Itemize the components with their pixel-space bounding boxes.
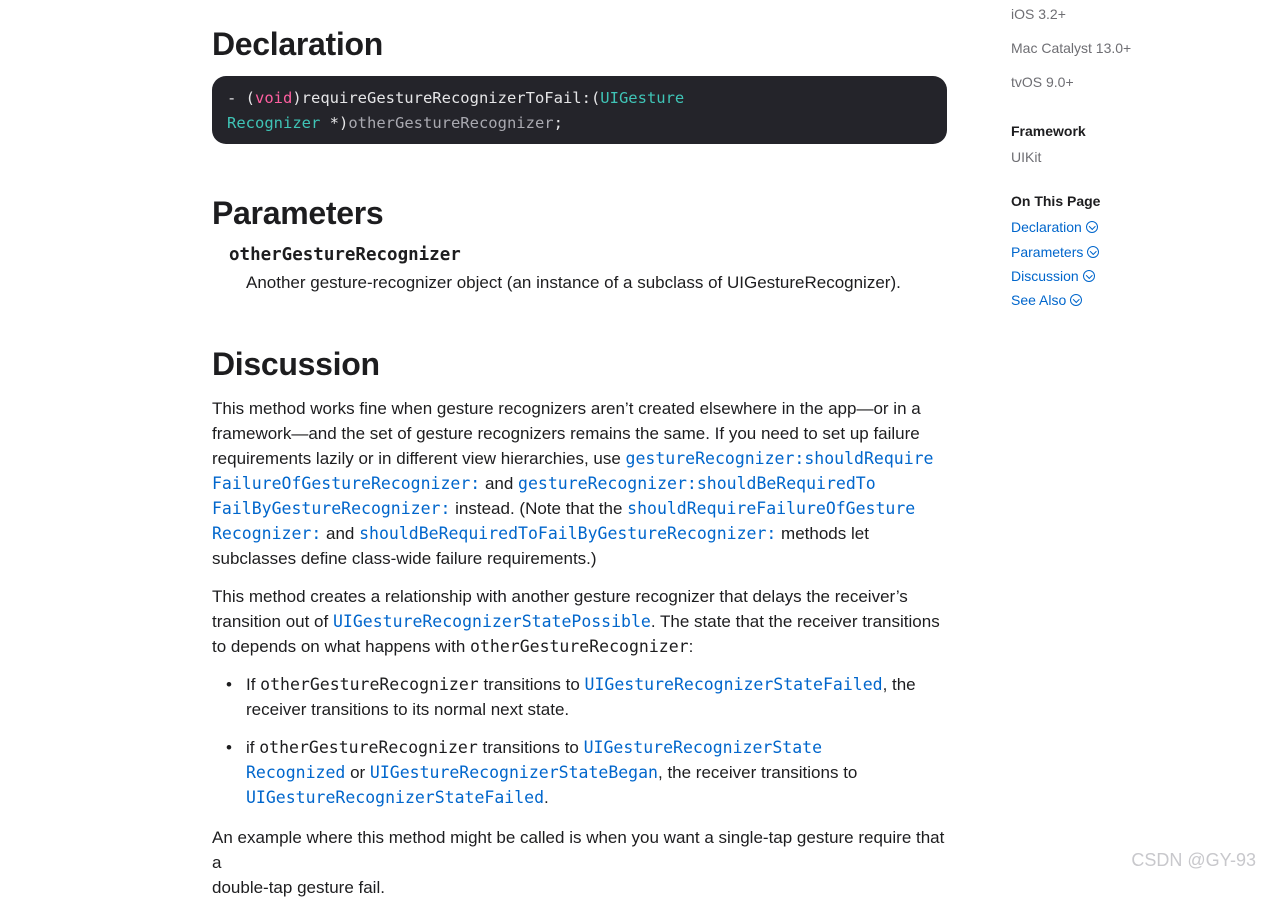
bullet-list bbox=[212, 672, 952, 823]
inline-code: otherGestureRecognizer bbox=[259, 738, 478, 757]
link-subclass-should-be-required[interactable]: shouldBeRequiredToFailByGestureRecognizer: bbox=[359, 524, 777, 543]
link-state-possible[interactable]: UIGestureRecognizerStatePossible bbox=[332, 612, 651, 631]
list-item: • if otherGestureRecognizer transitions to UIGestureRecognizerState Recognized or UIGestureRecognizerStateBegan, the receiver transitions to UIGestureRecognizerStateFailed. bbox=[212, 735, 952, 810]
chevron-down-icon bbox=[1083, 270, 1095, 282]
link-should-require-failure[interactable]: FailureOfGestureRecognizer: bbox=[212, 474, 481, 493]
nav-link-parameters[interactable]: Parameters bbox=[1011, 244, 1099, 260]
nav-link-see-also[interactable]: See Also bbox=[1011, 292, 1082, 308]
declaration-heading: Declaration bbox=[212, 26, 383, 62]
platform-tvos: tvOS 9.0+ bbox=[1011, 74, 1074, 90]
link-state-began[interactable]: UIGestureRecognizerStateBegan bbox=[369, 763, 658, 782]
platform-ios: iOS 3.2+ bbox=[1011, 6, 1066, 22]
inline-code: otherGestureRecognizer bbox=[470, 637, 689, 656]
discussion-paragraph-2: This method creates a relationship with another gesture recognizer that delays the receiver’s transition out of UIGestureRecognizerStatePossible. The state that the receiver transitions to depends on what happens with otherGestureRecognizer: bbox=[212, 587, 940, 656]
link-state-failed[interactable]: UIGestureRecognizerStateFailed bbox=[246, 788, 545, 807]
code-param-name: otherGestureRecognizer bbox=[348, 114, 554, 132]
discussion-paragraph-1: This method works fine when gesture recognizers aren’t created elsewhere in the app—or in a framework—and the set of gesture recognizers remains the same. If you need to set up failure requirements lazily or in different view hierarchies, use gestureRecognizer:shouldRequire FailureOfGestureRecognizer: and gestureRecognizer:shouldBeRequiredTo FailByGestureRecognizer: instead. (Note that the shouldRequireFailureOfGesture Recognizer: and shouldBeRequiredToFailByGestureRecognizer: methods let subclasses define class-wide failure requirements.) bbox=[212, 399, 934, 568]
nav-link-discussion[interactable]: Discussion bbox=[1011, 268, 1095, 284]
chevron-down-icon bbox=[1087, 246, 1099, 258]
link-should-be-required[interactable]: FailByGestureRecognizer: bbox=[212, 499, 451, 518]
code-type-link[interactable]: UIGesture bbox=[600, 89, 685, 107]
discussion-heading: Discussion bbox=[212, 346, 380, 382]
link-should-require-failure[interactable]: gestureRecognizer:shouldRequire bbox=[625, 449, 934, 468]
watermark: CSDN @GY-93 bbox=[1131, 850, 1256, 870]
link-state-recognized[interactable]: UIGestureRecognizerState bbox=[583, 738, 823, 757]
parameters-heading: Parameters bbox=[212, 195, 384, 231]
inline-code: otherGestureRecognizer bbox=[260, 675, 479, 694]
code-type-link[interactable]: Recognizer bbox=[227, 114, 321, 132]
link-should-be-required[interactable]: gestureRecognizer:shouldBeRequiredTo bbox=[518, 474, 876, 493]
list-item: • If otherGestureRecognizer transitions to UIGestureRecognizerStateFailed, the receiver transitions to its normal next state. bbox=[212, 672, 952, 722]
code-line-1: - (void)requireGestureRecognizerToFail:(UIGesture bbox=[227, 89, 685, 107]
nav-link-declaration[interactable]: Declaration bbox=[1011, 219, 1098, 235]
link-subclass-should-require[interactable]: Recognizer: bbox=[212, 524, 322, 543]
code-block bbox=[212, 76, 947, 144]
code-keyword: void bbox=[255, 89, 293, 107]
framework-value: UIKit bbox=[1011, 149, 1042, 165]
parameter-name: otherGestureRecognizer bbox=[229, 245, 461, 265]
discussion-paragraph-3: An example where this method might be called is when you want a single-tap gesture require that a double-tap gesture fail. bbox=[212, 828, 945, 897]
link-state-failed[interactable]: UIGestureRecognizerStateFailed bbox=[584, 675, 883, 694]
code-line-2: Recognizer *)otherGestureRecognizer; bbox=[227, 114, 563, 132]
framework-heading: Framework bbox=[1011, 123, 1086, 139]
on-this-page-heading: On This Page bbox=[1011, 193, 1101, 209]
platform-mac-catalyst: Mac Catalyst 13.0+ bbox=[1011, 40, 1132, 56]
parameter-description: Another gesture-recognizer object (an instance of a subclass of UIGestureRecognizer). bbox=[246, 273, 901, 292]
chevron-down-icon bbox=[1086, 221, 1098, 233]
link-state-recognized[interactable]: Recognized bbox=[246, 763, 346, 782]
link-subclass-should-require[interactable]: shouldRequireFailureOfGesture bbox=[627, 499, 916, 518]
chevron-down-icon bbox=[1070, 294, 1082, 306]
